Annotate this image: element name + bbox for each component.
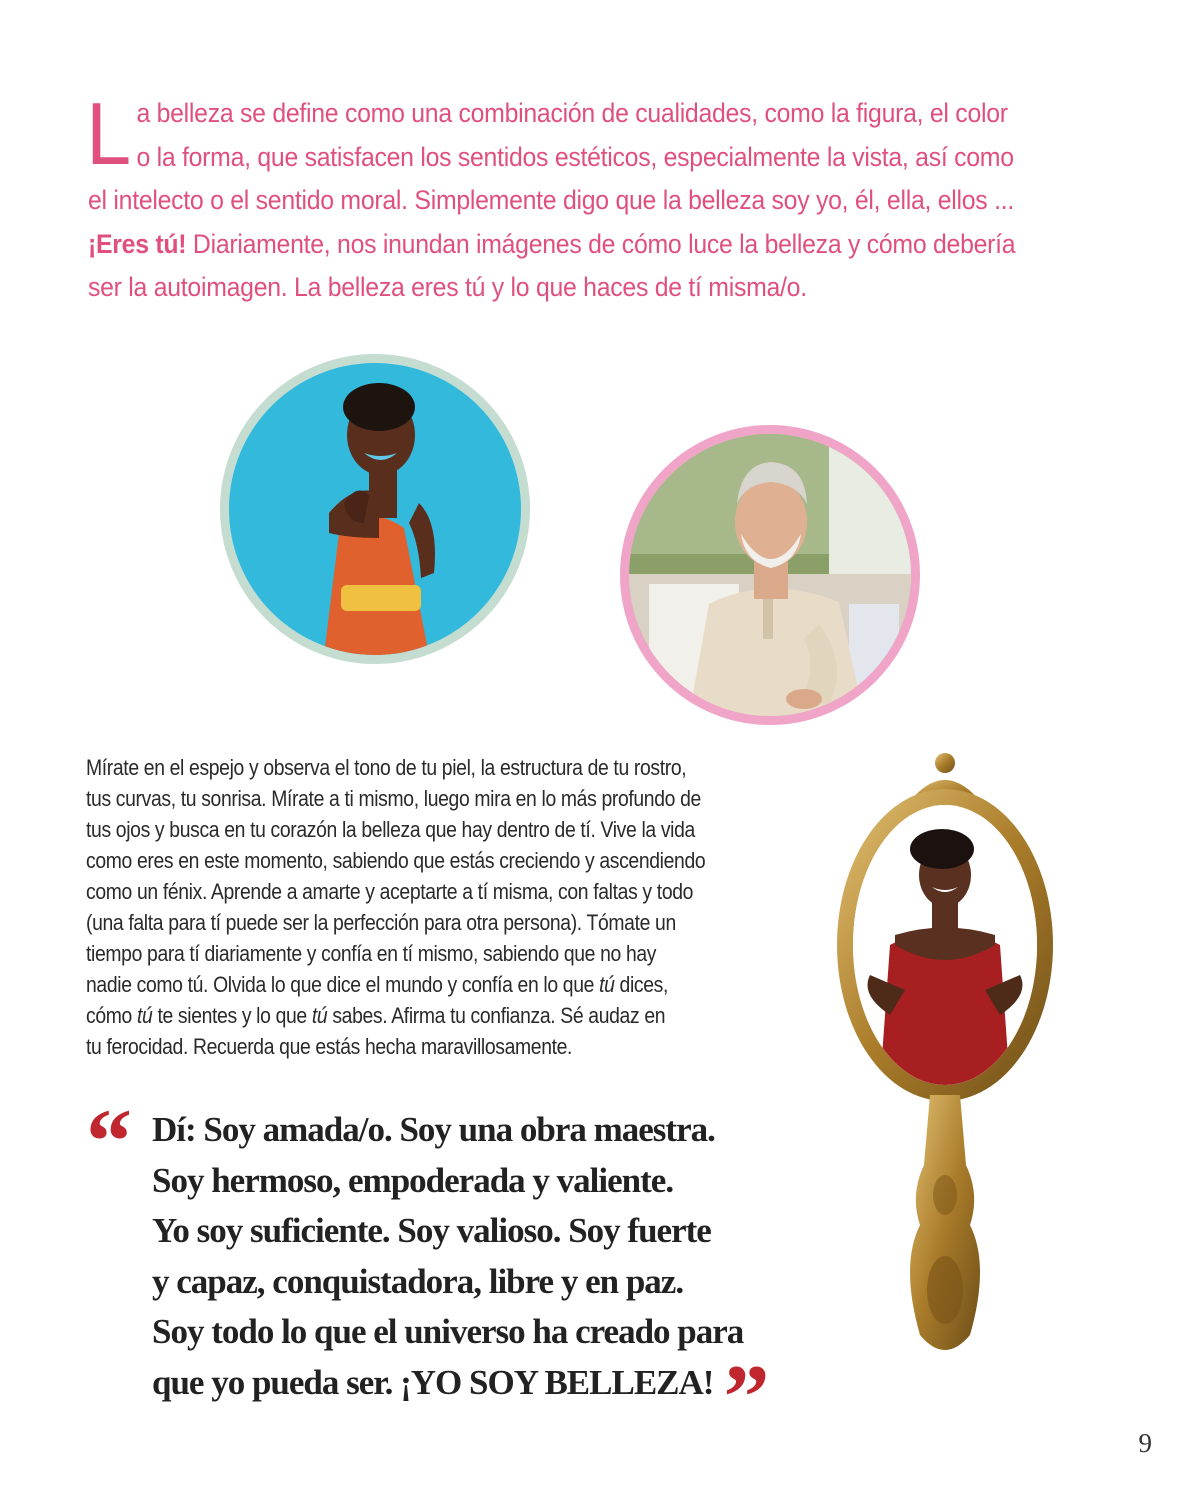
body-paragraph: [86, 752, 755, 1062]
quote-line: Soy hermoso, empoderada y valiente.: [152, 1160, 674, 1200]
body-text-run: cómo: [86, 1003, 137, 1028]
body-line: (una falta para tí puede ser la perfección para otra persona). Tómate un: [86, 910, 676, 935]
body-line: como un fénix. Aprende a amarte y aceptarte a tí misma, con faltas y todo: [86, 879, 694, 904]
quote-line: Dí: Soy amada/o. Soy una obra maestra.: [152, 1110, 715, 1149]
body-text-run: dices,: [614, 972, 669, 997]
body-line: como eres en este momento, sabiendo que estás creciendo y ascendiendo: [86, 848, 706, 873]
body-line: Mírate en el espejo y observa el tono de tu piel, la estructura de tu rostro,: [86, 755, 687, 780]
body-line: tus ojos y busca en tu corazón la belleza que hay dentro de tí. Vive la vida: [86, 817, 695, 842]
intro-bold-phrase: ¡Eres tú!: [88, 228, 187, 259]
page-number: 9: [1138, 1428, 1152, 1458]
body-line: [86, 969, 755, 1000]
photo-older-man-seated: [620, 425, 920, 725]
body-text-run: sabes. Afirma tu confianza. Sé audaz en: [327, 1003, 666, 1028]
photo-woman-blue-background: [220, 354, 530, 664]
quote-line: Yo soy suficiente. Soy valioso. Soy fuerte: [152, 1211, 711, 1250]
intro-text-2: Diariamente, nos inundan imágenes de cómo luce la belleza y cómo debería ser la autoimagen. La belleza eres tú y lo que haces de tí misma/o.: [88, 228, 1016, 302]
body-italic: tú: [136, 1003, 153, 1028]
open-quote-mark: “: [86, 1090, 131, 1192]
drop-cap: L: [86, 84, 131, 183]
body-line: tus curvas, tu sonrisa. Mírate a ti mismo, luego mira en lo más profundo de: [86, 786, 701, 811]
body-italic: tú: [599, 972, 615, 997]
body-line: [86, 1000, 755, 1031]
body-text-run: te sientes y lo que: [152, 1003, 312, 1028]
quote-line-text: que yo pueda ser. ¡YO SOY BELLEZA!: [152, 1362, 714, 1402]
affirmation-quote: [86, 1090, 806, 1448]
hand-mirror-illustration: [820, 745, 1070, 1365]
quote-line: y capaz, conquistadora, libre y en paz.: [152, 1261, 684, 1301]
body-line: tu ferocidad. Recuerda que estás hecha maravillosamente.: [86, 1034, 573, 1059]
intro-paragraph: [86, 84, 1017, 310]
body-text-run: nadie como tú. Olvida lo que dice el mundo y confía en lo que: [86, 972, 600, 997]
quote-line-last: que yo pueda ser. ¡YO SOY BELLEZA! ”: [152, 1345, 769, 1448]
body-line: tiempo para tí diariamente y confía en tí mismo, sabiendo que no hay: [86, 941, 657, 966]
body-italic: tú: [311, 1003, 328, 1028]
intro-text-1: a belleza se define como una combinación de cualidades, como la figura, el color o la forma, que satisfacen los sentidos estéticos, especialmente la vista, así como el intelecto o el sentido moral. Simplemente digo que la belleza soy yo, él, ella, ellos ...: [88, 98, 1014, 215]
quote-line: Soy todo lo que el universo ha creado para: [152, 1312, 744, 1351]
